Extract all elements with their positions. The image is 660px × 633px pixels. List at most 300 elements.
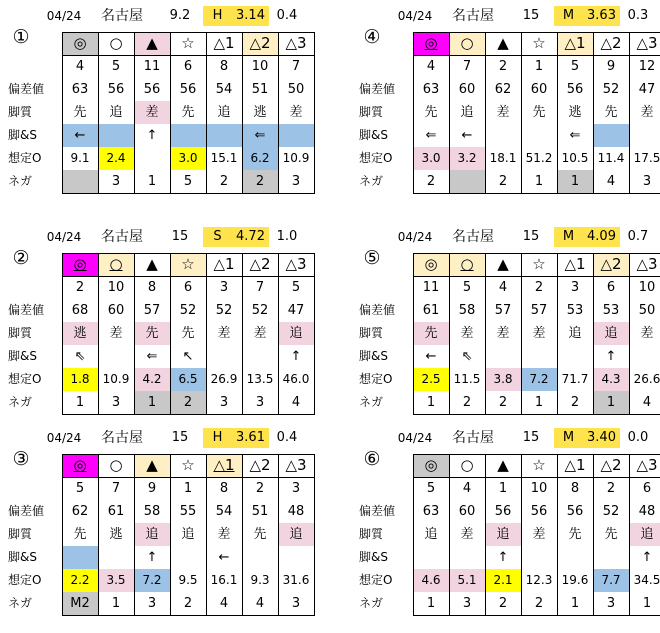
cell-kyakushitsu: 追: [109, 105, 123, 120]
cell-soutei: 11.4: [597, 151, 625, 165]
cell-soutei: 9.1: [70, 151, 90, 165]
cell-kyakushitsu: 追: [568, 326, 582, 341]
cell-umaban: 9: [606, 59, 616, 74]
grid-line: [593, 32, 594, 193]
cell-kyaku-s: ←: [218, 550, 230, 565]
cell-marks: ○: [460, 456, 474, 474]
race-block: [357, 227, 660, 419]
cell-soutei: 2.2: [62, 569, 98, 592]
cell-hensachi: 56: [530, 504, 548, 519]
race-header: [357, 227, 660, 247]
cell-kyaku-s: ⇖: [461, 349, 473, 364]
cell-umaban: 7: [462, 59, 472, 74]
cell-hensachi: 58: [143, 504, 161, 519]
race-header: [357, 6, 660, 26]
cell-kyaku-s: [629, 124, 660, 147]
row-label-kyaku-s: 脚&S: [8, 550, 37, 564]
cell-soutei: 2.5: [413, 368, 449, 391]
race-grade: M: [554, 227, 583, 247]
grid-line: [413, 32, 660, 33]
cell-marks: ☆: [181, 456, 195, 474]
cell-nega: 2: [498, 174, 508, 189]
cell-marks: △3: [636, 456, 658, 474]
race-table: [413, 454, 660, 620]
cell-kyakushitsu: 先: [604, 105, 618, 120]
cell-umaban: 5: [291, 280, 301, 295]
cell-soutei: 3.8: [485, 368, 521, 391]
grid-line: [170, 454, 171, 615]
row-label-soutei: 想定O: [359, 372, 393, 386]
cell-kyaku-s: ←: [425, 349, 437, 364]
cell-hensachi: 57: [530, 303, 548, 318]
cell-kyakushitsu: 先: [532, 105, 546, 120]
cell-soutei: 5.1: [449, 569, 485, 592]
cell-marks: ☆: [532, 255, 546, 273]
cell-marks: ◎: [62, 253, 98, 276]
cell-marks: ▲: [146, 255, 158, 273]
cell-marks: ▲: [497, 34, 509, 52]
cell-soutei: 10.9: [102, 372, 130, 386]
row-label-soutei: 想定O: [8, 573, 42, 587]
row-label-nega: ネガ: [8, 596, 33, 610]
cell-marks: △1: [206, 454, 242, 477]
cell-umaban: 6: [183, 280, 193, 295]
grid-line: [242, 253, 243, 414]
row-label-umaban: [6, 55, 60, 78]
cell-umaban: 7: [255, 280, 265, 295]
race-number: ③: [12, 448, 30, 470]
cell-hensachi: 52: [215, 303, 233, 318]
cell-kyakushitsu: 差: [532, 326, 546, 341]
grid-line: [170, 32, 171, 193]
grid-line: [62, 32, 63, 193]
cell-kyakushitsu: 差: [253, 326, 267, 341]
cell-nega: 4: [219, 596, 229, 611]
cell-hensachi: 52: [179, 303, 197, 318]
cell-soutei: 3.5: [98, 569, 134, 592]
cell-hensachi: 58: [458, 303, 476, 318]
row-label-kyaku-s: 脚&S: [8, 349, 37, 363]
cell-nega: 2: [462, 395, 472, 410]
cell-umaban: 7: [291, 59, 301, 74]
cell-kyaku-s: ⇐: [146, 349, 158, 364]
race-date: 04/24: [46, 9, 82, 23]
cell-kyakushitsu: 先: [181, 326, 195, 341]
cell-kyakushitsu: 逃: [253, 105, 267, 120]
grid-line: [278, 253, 279, 414]
cell-soutei: 11.5: [453, 372, 481, 386]
cell-hensachi: 52: [602, 504, 620, 519]
row-label-nega: ネガ: [359, 174, 384, 188]
cell-nega: 4: [606, 174, 616, 189]
grid-line: [413, 454, 660, 455]
grid-line: [629, 253, 630, 414]
cell-umaban: 2: [606, 481, 616, 496]
cell-kyakushitsu: 先: [181, 105, 195, 120]
race-number: ②: [12, 247, 30, 269]
cell-marks: ○: [98, 253, 134, 276]
cell-hensachi: 61: [107, 504, 125, 519]
cell-nega: 2: [183, 596, 193, 611]
cell-soutei: 46.0: [282, 372, 310, 386]
cell-kyaku-s: ⇐: [425, 128, 437, 143]
cell-hensachi: 68: [71, 303, 89, 318]
cell-soutei: 10.9: [282, 151, 310, 165]
race-header: [6, 227, 312, 247]
cell-umaban: 3: [291, 481, 301, 496]
cell-kyaku-s: [413, 546, 449, 569]
cell-marks: ▲: [497, 456, 509, 474]
cell-kyaku-s: ↑: [497, 550, 509, 565]
race-score: 4.09: [583, 227, 620, 247]
cell-hensachi: 56: [566, 504, 584, 519]
cell-kyakushitsu: 逃: [62, 322, 98, 345]
cell-nega: 3: [462, 596, 472, 611]
race-distance: 15: [171, 430, 189, 445]
grid-line: [485, 253, 486, 414]
cell-marks: △3: [285, 456, 307, 474]
cell-hensachi: 63: [422, 504, 440, 519]
grid-line: [557, 253, 558, 414]
cell-kyaku-s: [521, 546, 557, 569]
cell-hensachi: 47: [638, 82, 656, 97]
grid-line: [413, 477, 660, 478]
grid-line: [314, 253, 315, 414]
race-table: [62, 253, 314, 419]
cell-soutei: 16.1: [210, 573, 238, 587]
cell-kyaku-s: [98, 124, 134, 147]
race-distance: 15: [522, 229, 540, 244]
race-block: [6, 6, 312, 198]
cell-kyakushitsu: 差: [460, 527, 474, 542]
row-label-kyakushitsu: 脚質: [8, 105, 33, 119]
cell-kyakushitsu: 差: [134, 101, 170, 124]
grid-line: [485, 454, 486, 615]
cell-marks: ◎: [62, 454, 98, 477]
race-score: 3.14: [232, 6, 269, 26]
cell-kyaku-s: [170, 124, 206, 147]
grid-line: [557, 32, 558, 193]
cell-kyakushitsu: 逃: [109, 527, 123, 542]
row-label-kyaku-s: 脚&S: [359, 550, 388, 564]
cell-umaban: 5: [570, 59, 580, 74]
cell-nega: 4: [642, 395, 652, 410]
grid-line: [170, 253, 171, 414]
race-diff: 0.4: [276, 430, 298, 445]
row-label-kyakushitsu: 脚質: [359, 527, 384, 541]
cell-hensachi: 56: [107, 82, 125, 97]
cell-nega: 3: [291, 174, 301, 189]
cell-kyakushitsu: 追: [181, 527, 195, 542]
cell-hensachi: 60: [107, 303, 125, 318]
cell-marks: ○: [109, 456, 123, 474]
cell-soutei: 9.3: [250, 573, 270, 587]
row-label-soutei: 想定O: [8, 151, 42, 165]
cell-kyakushitsu: 差: [460, 326, 474, 341]
grid-line: [62, 253, 315, 254]
row-label-nega: ネガ: [8, 174, 33, 188]
cell-marks: ▲: [134, 454, 170, 477]
cell-kyakushitsu: 先: [253, 527, 267, 542]
cell-hensachi: 54: [215, 504, 233, 519]
cell-nega: 4: [291, 395, 301, 410]
cell-umaban: 8: [219, 59, 229, 74]
grid-line: [206, 32, 207, 193]
cell-hensachi: 56: [566, 82, 584, 97]
grid-line: [593, 253, 594, 414]
race-grade: H: [203, 6, 232, 26]
row-label-umaban: [357, 477, 411, 500]
cell-kyaku-s: [521, 124, 557, 147]
grid-line: [206, 253, 207, 414]
race-score: 4.72: [232, 227, 269, 247]
cell-umaban: 2: [255, 481, 265, 496]
grid-line: [413, 276, 660, 277]
cell-nega: 1: [111, 596, 121, 611]
cell-umaban: 8: [147, 280, 157, 295]
race-score: 3.63: [583, 6, 620, 26]
cell-umaban: 12: [638, 59, 656, 74]
cell-nega: 1: [147, 174, 157, 189]
cell-marks: △2: [600, 456, 622, 474]
cell-marks: ▲: [497, 255, 509, 273]
race-grade: M: [554, 428, 583, 448]
cell-hensachi: 51: [251, 82, 269, 97]
cell-kyakushitsu: 先: [73, 527, 87, 542]
cell-kyaku-s: ←: [62, 124, 98, 147]
cell-marks: ◎: [413, 454, 449, 477]
cell-kyaku-s: [206, 345, 242, 368]
cell-soutei: 6.5: [170, 368, 206, 391]
grid-line: [629, 454, 630, 615]
grid-line: [134, 32, 135, 193]
row-label-kyakushitsu: 脚質: [8, 326, 33, 340]
cell-kyaku-s: [557, 546, 593, 569]
cell-soutei: 9.5: [178, 573, 198, 587]
cell-soutei: 19.6: [561, 573, 589, 587]
cell-hensachi: 47: [287, 303, 305, 318]
race-venue: 名古屋: [101, 430, 143, 446]
cell-umaban: 1: [498, 481, 508, 496]
race-table: [62, 32, 314, 198]
grid-line: [278, 454, 279, 615]
grid-line: [98, 253, 99, 414]
grid-line: [62, 477, 315, 478]
cell-nega: 2: [219, 174, 229, 189]
cell-marks: △3: [636, 255, 658, 273]
cell-umaban: 3: [219, 280, 229, 295]
cell-nega: 4: [255, 596, 265, 611]
cell-nega: 1: [534, 174, 544, 189]
cell-kyaku-s: ⇖: [74, 349, 86, 364]
cell-kyakushitsu: 先: [73, 105, 87, 120]
race-header: [6, 6, 312, 26]
cell-hensachi: 50: [287, 82, 305, 97]
cell-nega: 1: [642, 596, 652, 611]
race-date: 04/24: [397, 431, 433, 445]
race-number: ⑥: [363, 448, 381, 470]
cell-soutei: 51.2: [525, 151, 553, 165]
cell-hensachi: 57: [494, 303, 512, 318]
race-table: [413, 32, 660, 198]
cell-umaban: 10: [251, 59, 269, 74]
cell-hensachi: 61: [422, 303, 440, 318]
cell-soutei: 12.3: [525, 573, 553, 587]
cell-nega: 2: [534, 596, 544, 611]
grid-line: [314, 454, 315, 615]
cell-hensachi: 63: [422, 82, 440, 97]
cell-kyakushitsu: 差: [640, 326, 654, 341]
race-venue: 名古屋: [452, 229, 494, 245]
race-number: ⑤: [363, 247, 381, 269]
cell-marks: △1: [564, 456, 586, 474]
race-grade: H: [203, 428, 232, 448]
race-venue: 名古屋: [101, 229, 143, 245]
cell-nega: 2: [570, 395, 580, 410]
cell-kyakushitsu: 先: [604, 527, 618, 542]
grid-line: [413, 253, 414, 414]
row-label-umaban: [357, 276, 411, 299]
cell-hensachi: 60: [530, 82, 548, 97]
cell-soutei: 71.7: [561, 372, 589, 386]
row-label-kyakushitsu: 脚質: [8, 527, 33, 541]
cell-hensachi: 54: [215, 82, 233, 97]
cell-marks: ◎: [413, 253, 449, 276]
grid-line: [449, 253, 450, 414]
row-label-hensachi: 偏差値: [8, 82, 45, 96]
cell-nega: [449, 170, 485, 193]
cell-umaban: 10: [530, 481, 548, 496]
row-label-hensachi: 偏差値: [359, 504, 396, 518]
cell-marks: ○: [449, 253, 485, 276]
cell-kyakushitsu: 追: [278, 322, 314, 345]
cell-soutei: 26.6: [633, 372, 660, 386]
row-label-hensachi: 偏差値: [8, 303, 45, 317]
row-label-soutei: 想定O: [359, 151, 393, 165]
cell-soutei: 13.5: [246, 372, 274, 386]
cell-kyaku-s: [557, 345, 593, 368]
grid-line: [242, 454, 243, 615]
cell-nega: 2: [498, 596, 508, 611]
race-header: [6, 428, 312, 448]
cell-kyakushitsu: 追: [593, 322, 629, 345]
row-label-soutei: 想定O: [359, 573, 393, 587]
cell-soutei: 18.1: [489, 151, 517, 165]
cell-hensachi: 52: [602, 82, 620, 97]
cell-soutei: 7.2: [134, 569, 170, 592]
cell-hensachi: 56: [179, 82, 197, 97]
cell-hensachi: 51: [251, 504, 269, 519]
cell-umaban: 2: [75, 280, 85, 295]
cell-umaban: 8: [219, 481, 229, 496]
cell-kyaku-s: ⇐: [569, 128, 581, 143]
race-number: ①: [12, 26, 30, 48]
cell-kyaku-s: [278, 546, 314, 569]
cell-nega: 3: [291, 596, 301, 611]
cell-marks: ☆: [532, 34, 546, 52]
cell-umaban: 10: [107, 280, 125, 295]
cell-nega: 2: [170, 391, 206, 414]
cell-hensachi: 56: [143, 82, 161, 97]
race-distance: 9.2: [169, 8, 191, 23]
grid-line: [62, 32, 315, 33]
cell-marks: △3: [636, 34, 658, 52]
cell-marks: ☆: [181, 34, 195, 52]
row-label-hensachi: 偏差値: [359, 303, 396, 317]
grid-line: [134, 253, 135, 414]
cell-kyakushitsu: 差: [640, 105, 654, 120]
grid-line: [521, 32, 522, 193]
grid-line: [413, 193, 660, 194]
cell-soutei: 7.7: [593, 569, 629, 592]
cell-soutei: 1.8: [62, 368, 98, 391]
cell-umaban: 5: [75, 481, 85, 496]
cell-kyakushitsu: 先: [568, 527, 582, 542]
cell-kyaku-s: [278, 124, 314, 147]
grid-line: [521, 253, 522, 414]
grid-line: [413, 253, 660, 254]
cell-marks: ◎: [62, 32, 98, 55]
cell-kyaku-s: ↖: [182, 349, 194, 364]
grid-line: [629, 32, 630, 193]
race-block: [6, 227, 312, 419]
cell-hensachi: 53: [566, 303, 584, 318]
cell-nega: 1: [570, 596, 580, 611]
cell-marks: △1: [564, 255, 586, 273]
row-label-umaban: [6, 276, 60, 299]
cell-umaban: 4: [75, 59, 85, 74]
cell-nega: 3: [219, 395, 229, 410]
cell-nega: [62, 170, 98, 193]
cell-soutei: 3.0: [170, 147, 206, 170]
grid-line: [485, 32, 486, 193]
cell-kyakushitsu: 差: [217, 527, 231, 542]
race-venue: 名古屋: [452, 8, 494, 24]
cell-soutei: 4.2: [134, 368, 170, 391]
cell-umaban: 5: [462, 280, 472, 295]
race-date: 04/24: [397, 230, 433, 244]
cell-kyakushitsu: 追: [460, 105, 474, 120]
grid-line: [134, 454, 135, 615]
cell-nega: 3: [255, 395, 265, 410]
cell-kyakushitsu: 追: [424, 527, 438, 542]
cell-umaban: 9: [147, 481, 157, 496]
cell-hensachi: 48: [638, 504, 656, 519]
race-grade: S: [203, 227, 232, 247]
row-label-kyaku-s: 脚&S: [8, 128, 37, 142]
cell-umaban: 11: [422, 280, 440, 295]
cell-soutei: 17.5: [633, 151, 660, 165]
cell-umaban: 8: [570, 481, 580, 496]
race-date: 04/24: [46, 230, 82, 244]
cell-marks: △3: [285, 34, 307, 52]
cell-kyakushitsu: 追: [217, 105, 231, 120]
cell-kyakushitsu: 差: [289, 105, 303, 120]
cell-soutei: 6.2: [242, 147, 278, 170]
cell-kyaku-s: ↑: [146, 128, 158, 143]
cell-nega: 2: [426, 174, 436, 189]
cell-kyakushitsu: 先: [134, 322, 170, 345]
cell-umaban: 5: [111, 59, 121, 74]
cell-umaban: 6: [606, 280, 616, 295]
cell-marks: △2: [600, 34, 622, 52]
cell-soutei: 2.1: [485, 569, 521, 592]
cell-nega: 3: [111, 174, 121, 189]
cell-kyakushitsu: 逃: [568, 105, 582, 120]
cell-kyaku-s: [593, 546, 629, 569]
cell-hensachi: 63: [71, 82, 89, 97]
race-distance: 15: [522, 430, 540, 445]
